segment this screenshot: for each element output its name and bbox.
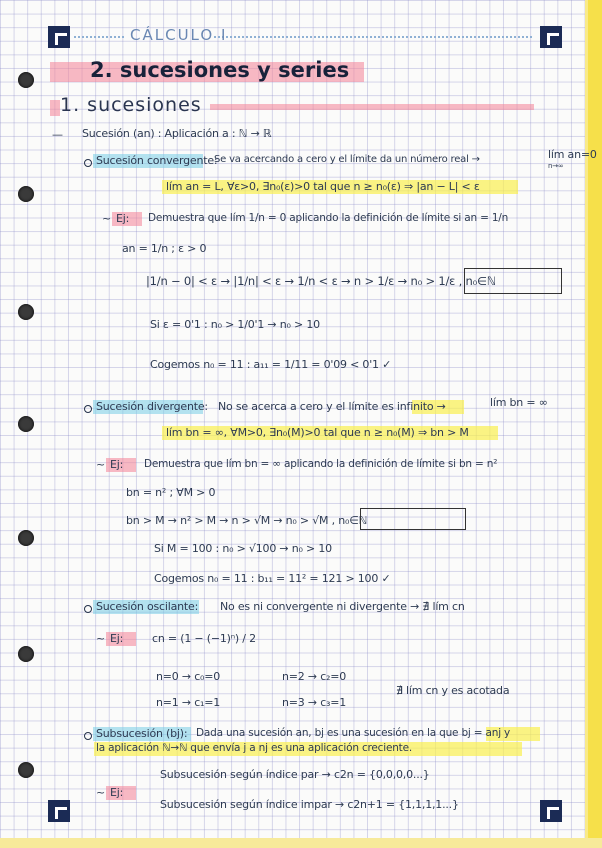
binder-hole (18, 416, 34, 432)
binder-hole (18, 530, 34, 546)
subsucesion-text2: la aplicación ℕ→ℕ que envía j a nj es una aplicación creciente. (96, 742, 412, 754)
ej3-formula: cn = (1 − (−1)ⁿ) / 2 (152, 632, 256, 645)
ej2-label: Ej: (110, 458, 124, 471)
ej3-n0: n=0 → c₀=0 (156, 670, 221, 683)
ej1-label: Ej: (116, 212, 130, 225)
tilde-marker: ~ (96, 786, 106, 799)
ej3-n1: n=1 → c₁=1 (156, 696, 221, 709)
subsection-underline (210, 104, 534, 110)
title-wave-right (214, 30, 532, 38)
title-wave-left (74, 30, 124, 38)
ej2-line1: bn = n² ; ∀M > 0 (126, 486, 216, 499)
ej1-line2: |1/n − 0| < ε → |1/n| < ε → 1/n < ε → n > 1/ε → n₀ > 1/ε , n₀∈ℕ (146, 274, 496, 288)
bullet (84, 605, 92, 613)
convergente-definition: lím an = L, ∀ε>0, ∃n₀(ε)>0 tal que n ≥ n₀(ε) ⇒ |an − L| < ε (166, 180, 480, 193)
convergente-label: Sucesión convergente: (96, 154, 218, 167)
tilde-marker: ~ (96, 458, 106, 471)
oscilante-label: Sucesión oscilante: (96, 600, 199, 613)
sucesion-definition: Sucesión (an) : Aplicación a : ℕ → ℝ (82, 127, 272, 140)
bottom-edge (0, 838, 602, 848)
ej3-n2: n=2 → c₂=0 (282, 670, 347, 683)
subsucesion-label: Subsucesión (bj): (96, 727, 188, 740)
ej1-line3: Si ε = 0'1 : n₀ > 1/0'1 → n₀ > 10 (150, 318, 320, 331)
divergente-limit: lím bn = ∞ (490, 396, 548, 409)
ej1-line1: an = 1/n ; ε > 0 (122, 242, 207, 255)
corner-marker-tl (48, 26, 70, 48)
ej2-result-box (360, 508, 466, 530)
corner-marker-br (540, 800, 562, 822)
subsection-highlight (50, 100, 60, 116)
subsection-heading: 1. sucesiones (60, 94, 202, 116)
tilde-marker: ~ (102, 212, 112, 225)
ej2-line3: Si M = 100 : n₀ > √100 → n₀ > 10 (154, 542, 332, 555)
binder-hole (18, 646, 34, 662)
ej3-n3: n=3 → c₃=1 (282, 696, 347, 709)
ej4-line2: Subsucesión según índice impar → c2n+1 = {1,1,1,1...} (160, 798, 459, 811)
ej1-statement: Demuestra que lím 1/n = 0 aplicando la definición de límite si an = 1/n (148, 212, 509, 224)
binder-hole (18, 72, 34, 88)
convergente-limit: lím an=0 (548, 148, 597, 161)
convergente-limit-sub: n→∞ (548, 162, 564, 170)
bullet (84, 159, 92, 167)
binder-hole (18, 762, 34, 778)
dash-marker: — (52, 128, 63, 141)
tilde-marker: ~ (96, 632, 106, 645)
ej1-line4: Cogemos n₀ = 11 : a₁₁ = 1/11 = 0'09 < 0'1 ✓ (150, 358, 392, 371)
oscilante-text: No es ni convergente ni divergente → ∄ lím cn (220, 600, 465, 613)
binder-hole (18, 186, 34, 202)
convergente-text: Se va acercando a cero y el límite da un número real → (214, 154, 480, 165)
ej4-label: Ej: (110, 786, 124, 799)
corner-marker-bl (48, 800, 70, 822)
section-heading: 2. sucesiones y series (90, 58, 350, 82)
yellow-margin (588, 0, 602, 848)
ej3-result: ∄ lím cn y es acotada (396, 684, 510, 697)
binder-hole (18, 304, 34, 320)
ej3-label: Ej: (110, 632, 124, 645)
bullet (84, 405, 92, 413)
yellow-margin-inner (585, 0, 588, 848)
divergente-definition: lím bn = ∞, ∀M>0, ∃n₀(M)>0 tal que n ≥ n₀(M) ⇒ bn > M (166, 426, 469, 439)
ej2-line4: Cogemos n₀ = 11 : b₁₁ = 11² = 121 > 100 ✓ (154, 572, 391, 585)
ej1-result-box (464, 268, 562, 294)
page-title: CÁLCULO I (130, 26, 228, 44)
divergente-label: Sucesión divergente: (96, 400, 208, 413)
ej4-line1: Subsucesión según índice par → c2n = {0,0,0,0...} (160, 768, 430, 781)
corner-marker-tr (540, 26, 562, 48)
bullet (84, 732, 92, 740)
ej2-line2: bn > M → n² > M → n > √M → n₀ > √M , n₀∈ℕ (126, 514, 368, 527)
subsucesion-text: Dada una sucesión an, bj es una sucesión en la que bj = anj y (196, 727, 511, 739)
ej2-statement: Demuestra que lím bn = ∞ aplicando la definición de límite si bn = n² (144, 458, 498, 470)
divergente-text: No se acerca a cero y el límite es infinito → (218, 400, 446, 413)
